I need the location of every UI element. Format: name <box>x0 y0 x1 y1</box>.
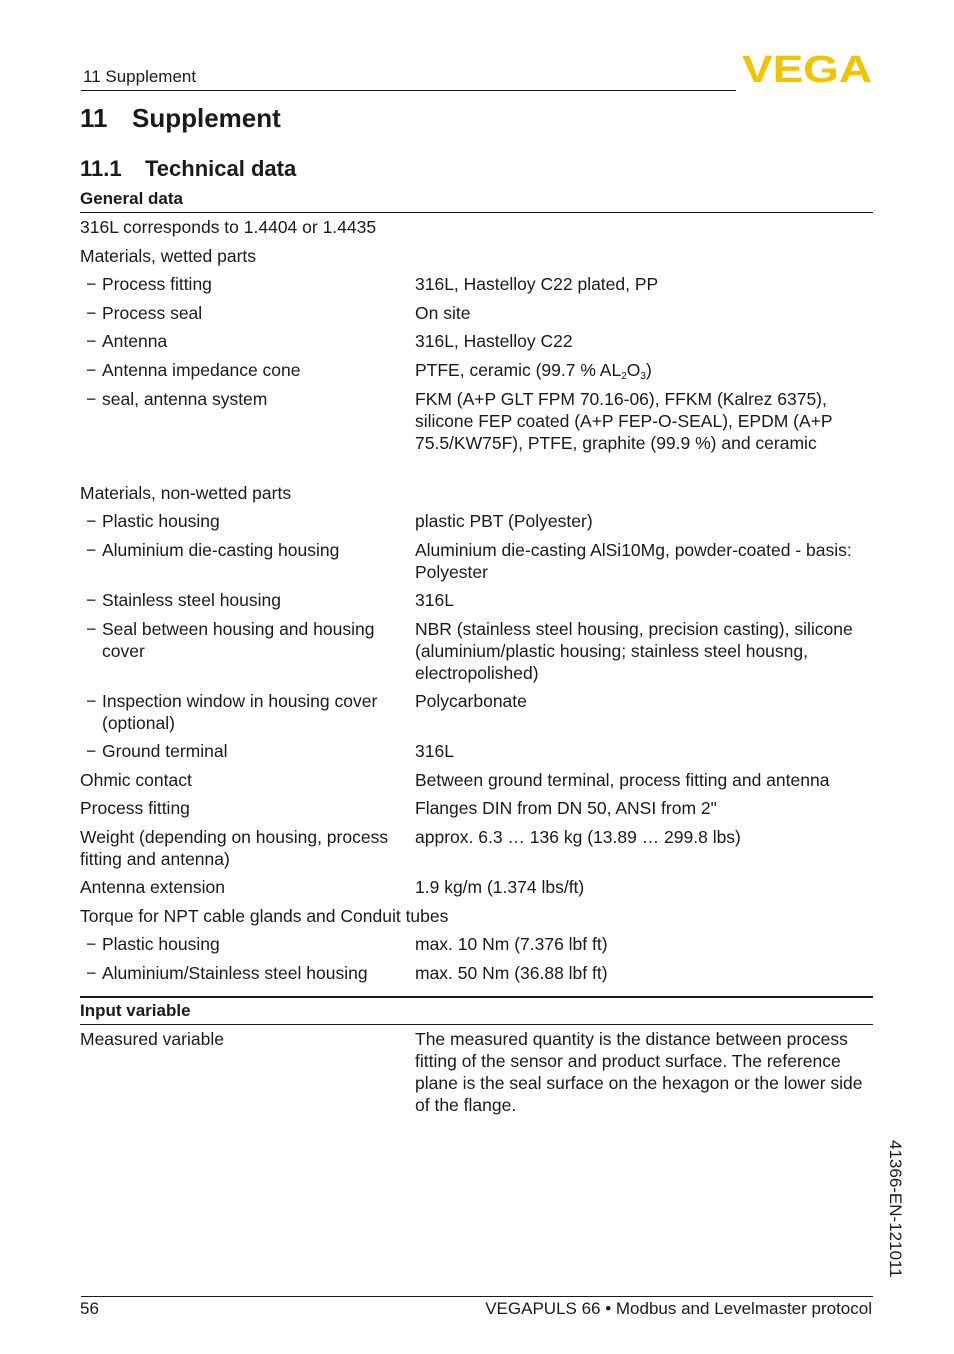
spec-label: Ohmic contact <box>80 770 192 790</box>
spec-label: Inspection window in housing cover (optional) <box>102 691 378 733</box>
spec-label: Aluminium/Stainless steel housing <box>102 963 368 983</box>
input-variable-rule <box>80 1024 873 1025</box>
input-variable-title: Input variable <box>80 1001 191 1020</box>
torque-heading: Torque for NPT cable glands and Conduit tubes <box>80 906 449 926</box>
vega-logo <box>742 52 874 84</box>
spec-label: Process fitting <box>80 798 190 818</box>
header-rule <box>81 90 736 91</box>
spec-label: Aluminium die-casting housing <box>102 540 340 560</box>
spec-value: 316L, Hastelloy C22 plated, PP <box>415 274 659 294</box>
spec-value: plastic PBT (Polyester) <box>415 511 593 531</box>
spec-value: NBR (stainless steel housing, precision casting), silicone (aluminium/plastic housing; stainless steel housng, electropolished) <box>415 619 853 683</box>
section-heading <box>80 156 296 182</box>
spec-value: Between ground terminal, process fitting and antenna <box>415 770 830 790</box>
spec-value: 316L <box>415 741 454 761</box>
section-number: 11.1 <box>80 156 122 181</box>
section-title: Technical data <box>145 156 297 181</box>
spec-value: max. 50 Nm (36.88 lbf ft) <box>415 963 608 983</box>
spec-value: 1.9 kg/m (1.374 lbs/ft) <box>415 877 585 897</box>
spec-label: Process fitting <box>102 274 212 294</box>
spec-value: PTFE, ceramic (99.7 % $AL_2O_3$) <box>415 360 652 382</box>
spec-label: Stainless steel housing <box>102 590 281 610</box>
input-top-rule <box>80 996 873 998</box>
spec-label: Antenna impedance cone <box>102 360 301 380</box>
nonwetted-heading: Materials, non-wetted parts <box>80 483 292 503</box>
spec-label: Measured variable <box>80 1029 224 1049</box>
chapter-title: Supplement <box>132 103 281 133</box>
spec-label: Process seal <box>102 303 203 323</box>
spec-value: approx. 6.3 … 136 kg (13.89 … 299.8 lbs) <box>415 827 741 847</box>
svg-text:VEGA: VEGA <box>742 52 872 84</box>
spec-label: Plastic housing <box>102 934 220 954</box>
spec-label: Ground terminal <box>102 741 228 761</box>
page-number: 56 <box>80 1299 99 1318</box>
spec-value: 316L <box>415 590 454 610</box>
spec-label: Seal between housing and housing cover <box>102 619 375 661</box>
wetted-heading: Materials, wetted parts <box>80 246 257 266</box>
document-code: 41366-EN-121011 <box>886 1140 905 1278</box>
spec-value: FKM (A+P GLT FPM 70.16-06), FFKM (Kalrez 6375), silicone FEP coated (A+P FEP-O-SEAL), EPDM (A+P 75.5/KW75F), PTFE, graphite (99.9 %) and ceramic <box>415 389 833 453</box>
spec-label: Plastic housing <box>102 511 220 531</box>
footer-rule <box>81 1296 873 1297</box>
spec-label: Weight (depending on housing, process fitting and antenna) <box>80 827 389 869</box>
general-data-title: General data <box>80 189 183 208</box>
spec-value: 316L, Hastelloy C22 <box>415 331 573 351</box>
spec-value: Aluminium die-casting AlSi10Mg, powder-coated - basis: Polyester <box>415 540 852 582</box>
footer-title: VEGAPULS 66 • Modbus and Levelmaster protocol <box>485 1299 872 1318</box>
material-note: 316L corresponds to 1.4404 or 1.4435 <box>80 217 377 237</box>
chapter-heading <box>80 103 281 134</box>
spec-label: Antenna <box>102 331 168 351</box>
general-data-rule <box>80 212 873 213</box>
running-header: 11 Supplement <box>83 67 197 86</box>
spec-label: seal, antenna system <box>102 389 268 409</box>
spec-value: On site <box>415 303 471 323</box>
spec-value: The measured quantity is the distance between process fitting of the sensor and product surface. The reference plane is the seal surface on the hexagon or the lower side of the flange. <box>415 1029 863 1115</box>
spec-label: Antenna extension <box>80 877 225 897</box>
spec-value: Polycarbonate <box>415 691 527 711</box>
chapter-number: 11 <box>80 103 108 133</box>
spec-value: max. 10 Nm (7.376 lbf ft) <box>415 934 608 954</box>
spec-value: Flanges DIN from DN 50, ANSI from 2" <box>415 798 717 818</box>
